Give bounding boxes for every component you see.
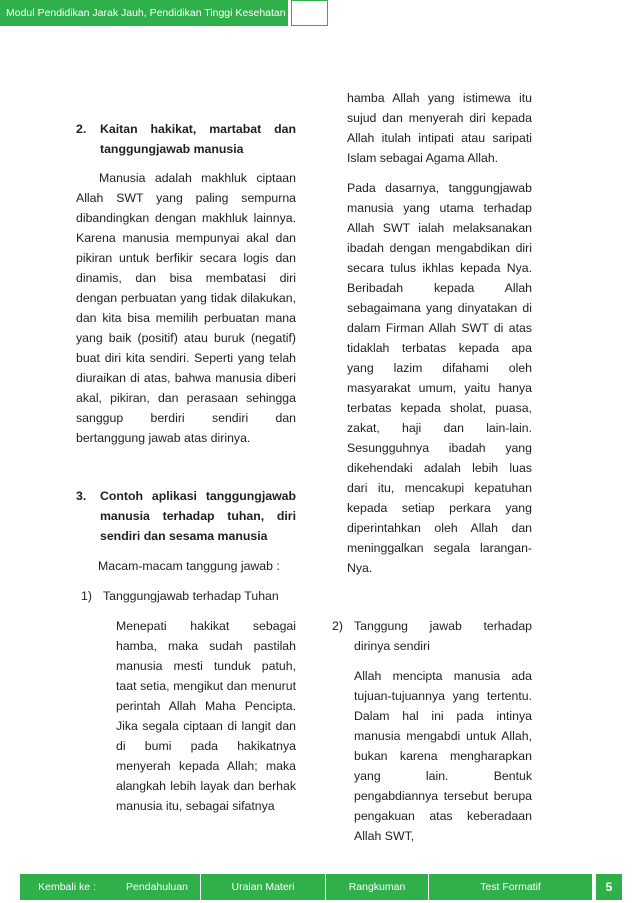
item-2-number: 2) xyxy=(332,619,343,633)
section-3-title: Contoh aplikasi tanggungjawab manusia terhadap tuhan, diri sendiri dan sesama manusia xyxy=(100,489,296,543)
module-title: Modul Pendidikan Jarak Jauh, Pendidikan Tinggi Kesehatan xyxy=(6,7,286,19)
responsibility-intro: Macam-macam tanggung jawab : xyxy=(98,559,280,573)
item-1-heading xyxy=(81,586,296,606)
section-2-paragraph: Manusia adalah makhluk ciptaan Allah SWT yang paling sempurna dibandingkan dengan makhluk lainnya. Karena manusia mempunyai akal dan pikiran untuk berfikir secara logis dan dinamis, dan bisa membatasi diri dengan perbuatan yang tidak dilakukan, dan kita bisa memilih perbuatan mana yang baik (positif) atau buruk (negatif) buat diri kita sendiri. Seperti yang telah diuraikan di atas, bahwa manusia diberi akal, pikiran, dan perasaan sehingga sanggup berdiri sendiri dan bertanggung jawab atas dirinya. xyxy=(76,171,296,445)
section-2-number: 2. xyxy=(76,122,87,136)
module-header xyxy=(0,0,288,26)
nav-uraian-materi[interactable]: Uraian Materi xyxy=(231,881,295,893)
item-2-heading xyxy=(332,616,532,656)
item-1-number: 1) xyxy=(81,589,92,603)
continued-paragraph-1: hamba Allah yang istimewa itu sujud dan menyerah diri kepada Allah itulah intipati atau saripati Islam sebagai Agama Allah. xyxy=(347,91,532,165)
section-2-title: Kaitan hakikat, martabat dan tanggungjawab manusia xyxy=(100,122,296,156)
section-3-heading xyxy=(76,486,296,546)
footer-back-label: Kembali ke : xyxy=(38,881,96,893)
left-column xyxy=(76,119,296,816)
continued-paragraph-2: Pada dasarnya, tanggungjawab manusia yang utama terhadap Allah SWT ialah melaksanakan ibadah dengan mengabdikan diri secara tulus ikhlas kepada Nya. Beribadah kepada Allah sebagaimana yang dinyatakan di dalam Firman Allah SWT di atas tidaklah terbatas kepada apa yang lazim difahami oleh masyarakat umum, yaitu hanya terbatas kepada sholat, puasa, zakat, haji dan lain-lain. Sesungguhnya ibadah yang dikehendaki adalah lebih luas dari itu, mencakupi kepatuhan kepada setiap perkara yang diperintahkan oleh Allah dan meninggalkan segala larangan-Nya. xyxy=(347,181,532,575)
right-column xyxy=(332,88,532,846)
header-accent-box xyxy=(291,0,328,26)
page-number: 5 xyxy=(596,874,622,900)
nav-test-formatif[interactable]: Test Formatif xyxy=(480,881,541,893)
section-3-number: 3. xyxy=(76,489,87,503)
item-2-title: Tanggung jawab terhadap dirinya sendiri xyxy=(354,619,532,653)
nav-pendahuluan[interactable]: Pendahuluan xyxy=(126,881,188,893)
item-1-title: Tanggungjawab terhadap Tuhan xyxy=(103,589,279,603)
nav-rangkuman[interactable]: Rangkuman xyxy=(348,881,406,893)
section-2-heading xyxy=(76,119,296,159)
footer-nav xyxy=(20,874,592,900)
item-1-paragraph: Menepati hakikat sebagai hamba, maka sudah pastilah manusia mesti tunduk patuh, taat setia, mengikut dan menurut perintah Allah Maha Pencipta. Jika segala ciptaan di langit dan di bumi pada hakikatnya menyerah kepada Allah; maka alangkah lebih layak dan berhak manusia itu, sebagai sifatnya xyxy=(116,619,296,813)
item-2-paragraph: Allah mencipta manusia ada tujuan-tujuannya yang tertentu. Dalam hal ini pada intinya manusia mengabdi untuk Allah, bukan karena mengharapkan yang lain. Bentuk pengabdiannya tersebut berupa pengakuan atas keberadaan Allah SWT, xyxy=(354,669,532,843)
